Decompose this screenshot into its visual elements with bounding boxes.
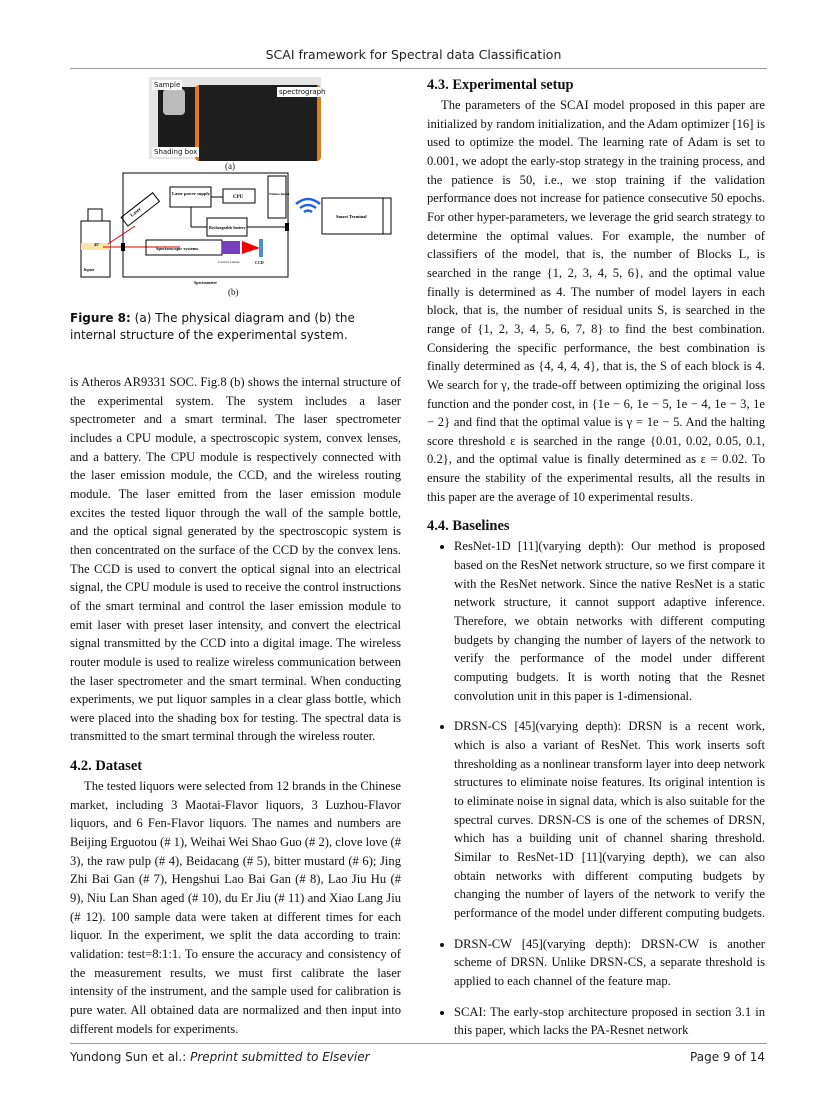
paragraph-dataset: The tested liquors were selected from 12 brands in the Chinese market, including 3 Maotai-Flavor liquors, 3 Luzhou-Flavor liquors, and 6 Fen-Flavor liquors. The names and numbers are Beijing Erguotou (# 1), Weihai Wei Shao Guo (# 2), clove love (# 3), the raw pulp (# 4), Beidacang (# 5), bitter mustard (# 6); Jing Zhi Bai Gan (# 7), Hengshui Lao Bai Gan (# 8), Lao Jiu Hu (# 9), Niu Lan Shan aged (# 10), du Er Jiu (# 11) and Xiao Lang Jiu (# 12). 100 sample data were taken at different times for each liquor. In the experiment, we split the data according to train: validation: test=8:1:1. To ensure the accuracy and consistency of the measurement results, we must first calibrate the laser intensity of the instrument, and the sample used for calibration is pure water. All obtained data are normalized and then input into different models for experiments. — [70, 779, 401, 1036]
diagram-cpu: CPU — [233, 195, 244, 200]
subfigure-b-label: (b) — [228, 287, 239, 297]
baseline-item: • SCAI: The early-stop architecture proposed in section 3.1 in this paper, which lacks the PA-Resnet network — [454, 1003, 765, 1040]
diagram-angle: 45° — [94, 242, 100, 247]
paragraph-setup: The parameters of the SCAI model proposed in this paper are initialized by random initialization, and the Adam optimizer [16] is used to optimize the model. The learning rate of Adam is set to 0.001, we adopt the early-stop strategy in the training process, and the patience is 50, i.e., we stop training if the validation performance does not increase for patience consecutive 50 epochs. For other hyper-parameters, we leverage the grid search strategy to determine the optimal values. For example, the number of classifiers of the model, that is, the number of Blocks L, is searched in the range {1, 2, 3, 4, 5, 6}, and the optimal value finally is determined as 4. The number of model layers in each block, that is, the number of residual units S, is searched in the range of {1, 2, 3, 4, 5, 6, 7, 8} to find the best combination. Considering the specific performance, the best combination is finally determined as {4, 4, 4, 4}, that is, the S of each block is 4. We search for γ, the trade-off between optimizing the original loss function and the ponder cost, in {1e − 6, 1e − 5, 1e − 4, 1e − 3, 1e − 2} and find that the optimal value is γ = 1e − 5. And the halting score threshold ε is searched in the range {0.01, 0.02, 0.05, 0.1, 0.2}, and the optimal value is finally determined as ε = 0.02. To ensure the stability of the experimental results, all the results in this paper are the average of 10 experimental results. — [427, 98, 765, 504]
diagram-spectro-sys: Spectroscopic systems — [156, 246, 199, 251]
section-heading-baselines: 4.4. Baselines — [427, 518, 510, 535]
running-header: SCAI framework for Spectral data Classification — [265, 47, 562, 62]
caption-label: Figure 8: — [70, 311, 131, 325]
label-spectrograph: spectrograph — [279, 88, 326, 96]
footer-page-number: Page 9 of 14 — [690, 1050, 765, 1064]
footer-journal: Preprint submitted to Elsevier — [190, 1050, 370, 1064]
subfigure-a-label: (a) — [225, 161, 235, 171]
baseline-item: • DRSN-CW [45](varying depth): DRSN-CW is another scheme of DRSN. Unlike DRSN-CS, a separate threshold is applied to each channel of the feature map. — [454, 935, 765, 991]
section-heading-dataset: 4.2. Dataset — [70, 758, 143, 775]
label-sample: Sample — [154, 81, 181, 89]
caption-text: (a) The physical diagram and (b) the internal structure of the experimental system. — [70, 311, 355, 342]
diagram-battery: Rechargeable battery — [209, 225, 246, 230]
photo-panel — [149, 77, 326, 159]
footer-authors: Yundong Sun et al.: — [70, 1050, 187, 1064]
diagram-spectrometer: Spectrometer — [194, 280, 218, 285]
left-column — [70, 373, 401, 1038]
diagram-liquor: liquor — [84, 267, 95, 272]
diagram-router: Wireless Router — [269, 192, 290, 196]
footer-rule — [70, 1043, 767, 1044]
baselines-list — [427, 537, 765, 1039]
diagram-ccd: CCD — [255, 260, 264, 265]
figure-caption — [70, 310, 400, 344]
diagram-smart-terminal: Smart Terminal — [336, 214, 367, 219]
diagram-laser: Laser — [129, 206, 143, 219]
baseline-item: • DRSN-CS [45](varying depth): DRSN is a recent work, which is also a variant of ResNet. This work inserts soft thresholding as a nonlinear transform layer into deep network structures to eliminate noise features. Its original intention is to eliminate noise in signal data, which is also suitable for the spectral curves. DRSN-CS is one of the schemes of DRSN, which has a building unit of channel sharing threshold. Similar to ResNet-1D [11](varying depth), we can also obtain networks with different computing budgets by changing the number of layers of the network to verify the performance of the model under different computing budgets. — [454, 717, 765, 922]
diagram-lenses: Convex Lenses — [218, 260, 240, 264]
baseline-item: • ResNet-1D [11](varying depth): Our method is proposed based on the ResNet network structure, so we first compare it with the ResNet network. Since the native ResNet is a static network structure, it cannot support adaptive inference. Therefore, we obtain networks with different computing budgets by changing the number of layers of the network to verify the performance of the model under different computing budgets. It is worth noting that the Resnet convolution unit in this paper is 1-dimensional. — [454, 537, 765, 705]
footer-left — [70, 1050, 370, 1064]
figure-8 — [70, 75, 400, 335]
header-rule — [70, 68, 767, 69]
paragraph-system: is Atheros AR9331 SOC. Fig.8 (b) shows the internal structure of the experimental system. The system includes a laser spectrometer and a smart terminal. The laser spectrometer includes a CPU module, a spectroscopic system, convex lenses, and a battery. The CPU module is respectively connected with the laser emission module, the CCD, and the wireless routing module. The laser emitted from the laser emission module excites the tested liquor through the wall of the sample bottle, and the optical signal generated by the spectroscopic system is then concentrated on the surface of the CCD by the convex lens. The CCD is used to convert the optical signal into an electrical signal, the CPU module is used to receive the control instructions of the smart terminal and control the laser emission module to emit laser with preset laser intensity, and convert the electrical signal transmitted by the CCD into a digital image. The wireless router module is used to realize wireless communication between the laser spectrometer and the smart terminal. When conducting experiments, we put liquor samples in a clear glass bottle, which were placed into the shading box for testing. The spectral data is transmitted to the smart terminal through the wireless router. — [70, 375, 401, 744]
diagram-laser-power: Laser power supply — [172, 191, 210, 196]
right-column — [427, 77, 765, 1052]
label-shading-box: Shading box — [154, 148, 198, 156]
section-heading-setup: 4.3. Experimental setup — [427, 77, 574, 93]
system-diagram — [70, 171, 400, 286]
